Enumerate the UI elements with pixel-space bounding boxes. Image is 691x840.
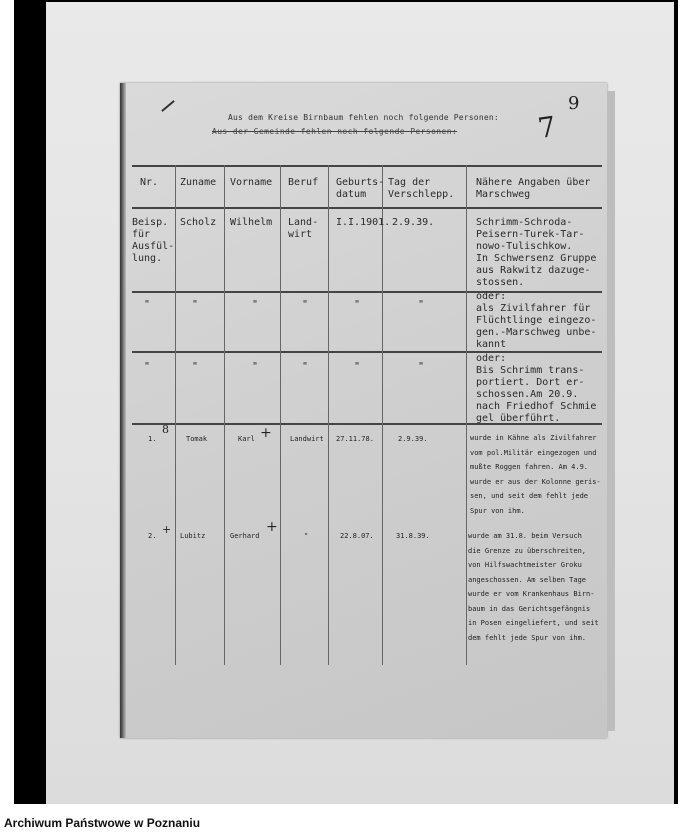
column-header-geburtsdatum: Geburts- datum [336, 177, 385, 200]
entry-zuname: Lubitz [180, 532, 206, 540]
margin-mark: + [266, 519, 278, 535]
example-tag: 2.9.39. [392, 217, 435, 228]
column-rule [328, 165, 329, 665]
ditto-mark: " [192, 299, 199, 310]
ditto-mark: " [144, 361, 151, 372]
alternative-route-2: oder: Bis Schrimm trans- portiert. Dort er- schossen.Am 20.9. nach Friedhof Schmie gel überführt. [476, 353, 597, 424]
column-rule [280, 165, 281, 665]
margin-mark: + [260, 425, 272, 441]
ditto-mark: " [252, 361, 259, 372]
entry-zuname: Tomak [186, 435, 208, 443]
entry-nr: 2. [148, 532, 157, 540]
entry-vorname: Gerhard [230, 532, 260, 540]
column-rule [175, 165, 176, 665]
page-number: 9 [568, 93, 580, 114]
document-sheet [120, 83, 607, 738]
header-line-1: Aus dem Kreise Birnbaum fehlen noch folgende Personen: [228, 113, 499, 122]
alternative-route-1: oder: als Zivilfahrer für Flüchtlinge eingezo- gen.-Marschweg unbe- kannt [476, 291, 597, 350]
entry-geburtsdatum: 27.11.78. [336, 435, 374, 443]
entry-beruf: " [304, 532, 309, 540]
margin-mark: + [162, 523, 172, 536]
ditto-mark: " [354, 299, 361, 310]
page-fold-shadow [120, 83, 126, 738]
page-number-corrected: 7 [535, 109, 559, 146]
archive-label: Archiwum Państwowe w Poznaniu [4, 816, 201, 830]
margin-mark: 8 [162, 423, 169, 436]
ditto-mark: " [302, 299, 309, 310]
column-header-zuname: Zuname [180, 177, 217, 188]
column-rule [224, 165, 225, 665]
entry-angaben: wurde am 31.8. beim Versuch die Grenze zu überschreiten, von Hilfswachtmeister Groku angeschossen. Am selben Tage wurde er vom Krankenhaus Birn- baum in das Gerichtsgefängnis in Posen eingeliefert, und seit dem fehlt jede Spur von ihm. [468, 532, 599, 642]
header-bottom-rule [132, 207, 602, 209]
entry-vorname: Karl [238, 435, 255, 443]
column-rule [466, 165, 467, 665]
ditto-mark: " [144, 299, 151, 310]
pen-mark [161, 100, 175, 112]
column-header-beruf: Beruf [288, 177, 319, 188]
column-header-angaben: Nähere Angaben über Marschweg [476, 177, 591, 200]
example-zuname: Scholz [180, 217, 217, 228]
example-geburtsdatum: I.I.1901. [336, 217, 391, 228]
page-edge-shadow [607, 91, 615, 731]
entry-nr: 1. [148, 435, 157, 443]
ditto-mark: " [252, 299, 259, 310]
entry-tag: 2.9.39. [398, 435, 428, 443]
ditto-mark: " [192, 361, 199, 372]
example-nr: Beisp. für Ausfül- lung. [132, 217, 175, 264]
entry-angaben: wurde in Kähne als Zivilfahrer vom pol.Militär eingezogen und mußte Roggen fahren. Am 4.9. wurde er aus der Kolonne geris- sen, und seit dem fehlt jede Spur von ihm. [470, 434, 601, 515]
header-line-2-struck: Aus der Gemeinde fehlen noch folgende Personen: [212, 127, 458, 136]
ditto-mark: " [418, 361, 425, 372]
example-angaben: Schrimm-Schroda- Peisern-Turek-Tar- nowo-Tulischkow. In Schwersenz Gruppe aus Rakwitz dazuge- stossen. [476, 217, 597, 288]
ditto-mark: " [302, 361, 309, 372]
entry-tag: 31.8.39. [396, 532, 430, 540]
example-beruf: Land- wirt [288, 217, 319, 240]
column-rule [382, 165, 383, 665]
column-header-nr: Nr. [140, 177, 159, 188]
column-header-tag: Tag der Verschlepp. [388, 177, 455, 200]
entry-beruf: Landwirt [290, 435, 324, 443]
example-vorname: Wilhelm [230, 217, 273, 228]
entry-geburtsdatum: 22.8.07. [340, 532, 374, 540]
table-top-rule [132, 165, 602, 167]
ditto-mark: " [418, 299, 425, 310]
ditto-mark: " [354, 361, 361, 372]
column-header-vorname: Vorname [230, 177, 273, 188]
